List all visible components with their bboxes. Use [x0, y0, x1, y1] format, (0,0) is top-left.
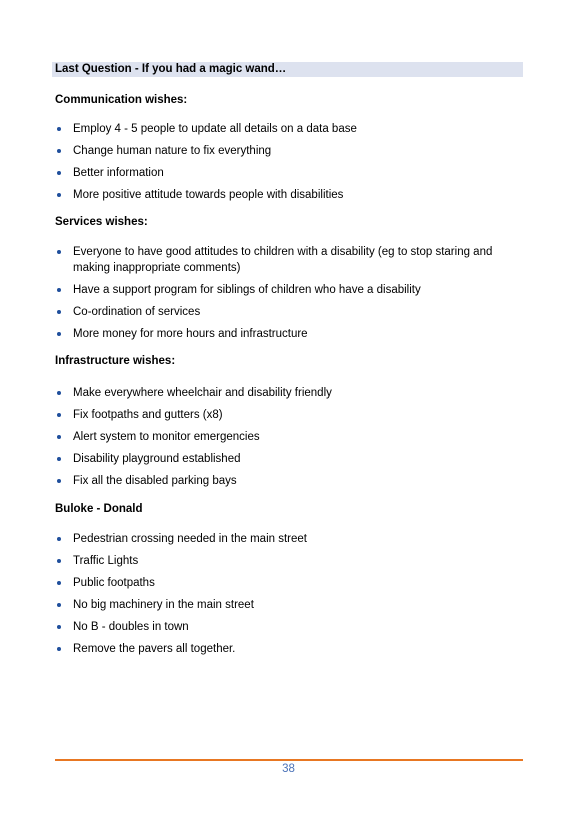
list-item: Public footpaths [55, 575, 525, 591]
list-item: Remove the pavers all together. [55, 641, 525, 657]
list-item: More positive attitude towards people with disabilities [55, 187, 525, 203]
section-heading-infrastructure: Infrastructure wishes: [55, 355, 176, 367]
bullet-icon [57, 413, 61, 417]
bullet-icon [57, 603, 61, 607]
list-item: Pedestrian crossing needed in the main street [55, 531, 525, 547]
footer-divider [55, 759, 523, 761]
bullet-icon [57, 250, 61, 254]
bullet-icon [57, 288, 61, 292]
bullet-icon [57, 625, 61, 629]
bullet-icon [57, 479, 61, 483]
bullet-icon [57, 171, 61, 175]
list-item: Employ 4 - 5 people to update all details on a data base [55, 121, 525, 137]
bullet-icon [57, 435, 61, 439]
list-item: Change human nature to fix everything [55, 143, 525, 159]
buloke-donald-list [55, 531, 525, 663]
infrastructure-wishes-list [55, 385, 525, 495]
bullet-icon [57, 332, 61, 336]
page-header-title: Last Question - If you had a magic wand… [55, 63, 287, 75]
communication-wishes-list [55, 121, 525, 209]
section-heading-buloke-donald: Buloke - Donald [55, 503, 143, 515]
bullet-icon [57, 127, 61, 131]
list-item: More money for more hours and infrastructure [55, 326, 525, 342]
list-item: Co-ordination of services [55, 304, 525, 320]
bullet-icon [57, 581, 61, 585]
list-item: Fix footpaths and gutters (x8) [55, 407, 525, 423]
bullet-icon [57, 310, 61, 314]
section-heading-communication: Communication wishes: [55, 94, 188, 106]
services-wishes-list [55, 244, 525, 348]
list-item: Have a support program for siblings of children who have a disability [55, 282, 525, 298]
bullet-icon [57, 149, 61, 153]
list-item: Traffic Lights [55, 553, 525, 569]
list-item: Disability playground established [55, 451, 525, 467]
list-item: Better information [55, 165, 525, 181]
section-heading-services: Services wishes: [55, 216, 148, 228]
page-number: 38 [282, 763, 295, 775]
list-item: Alert system to monitor emergencies [55, 429, 525, 445]
bullet-icon [57, 193, 61, 197]
list-item: No big machinery in the main street [55, 597, 525, 613]
list-item: No B - doubles in town [55, 619, 525, 635]
list-item: Everyone to have good attitudes to children with a disability (eg to stop staring and making inappropriate comments) [55, 244, 525, 276]
bullet-icon [57, 457, 61, 461]
bullet-icon [57, 391, 61, 395]
bullet-icon [57, 647, 61, 651]
bullet-icon [57, 559, 61, 563]
list-item: Fix all the disabled parking bays [55, 473, 525, 489]
bullet-icon [57, 537, 61, 541]
list-item: Make everywhere wheelchair and disability friendly [55, 385, 525, 401]
